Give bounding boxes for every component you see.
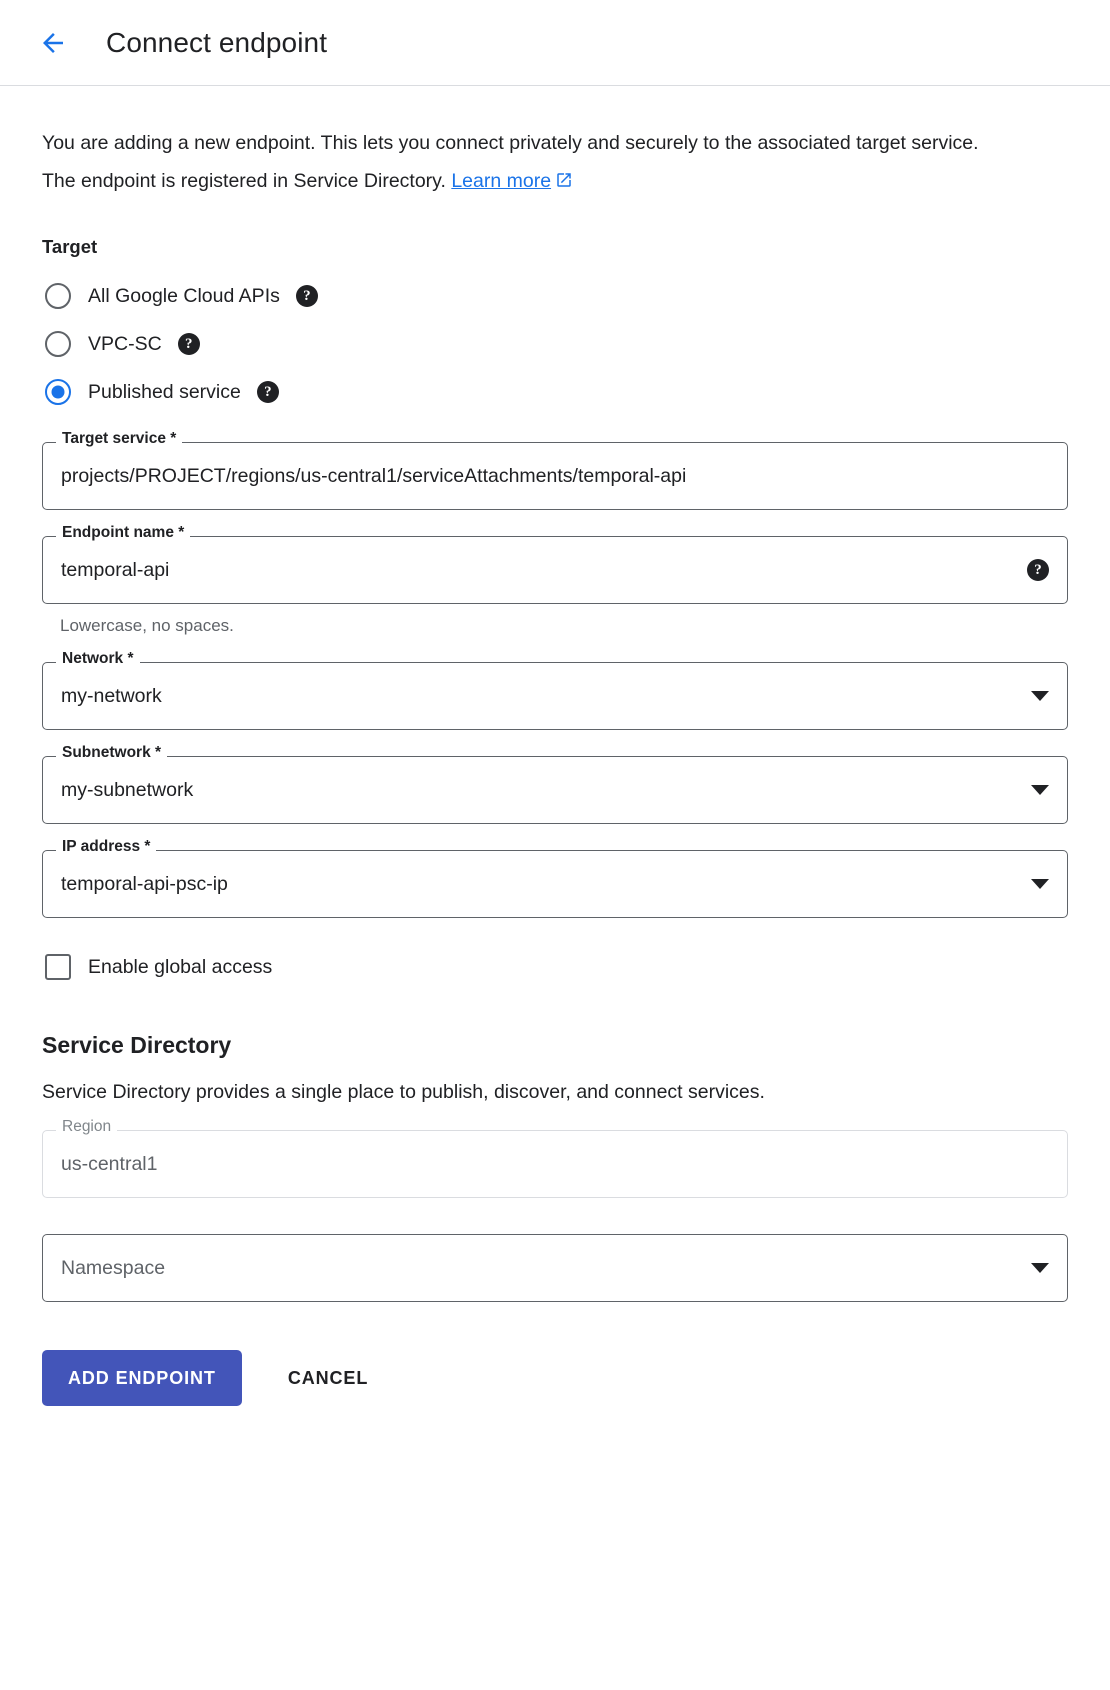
page-header — [0, 0, 1110, 86]
radio-label: All Google Cloud APIs — [88, 284, 280, 307]
help-icon[interactable]: ? — [1027, 559, 1049, 581]
target-service-field — [42, 430, 1068, 510]
network-legend: Network * — [56, 651, 140, 667]
enable-global-access-row[interactable] — [42, 954, 1068, 980]
intro-text — [42, 124, 987, 202]
endpoint-name-helper-text: Lowercase, no spaces. — [60, 616, 234, 636]
network-field — [42, 650, 1068, 730]
service-directory-title: Service Directory — [42, 1032, 232, 1059]
checkbox-icon[interactable] — [45, 954, 71, 980]
radio-all-google-cloud-apis[interactable] — [42, 272, 1068, 320]
target-service-input[interactable] — [42, 442, 1068, 510]
radio-circle-icon[interactable] — [45, 283, 71, 309]
subnetwork-select[interactable] — [42, 756, 1068, 824]
target-service-value: projects/PROJECT/regions/us-central1/serviceAttachments/temporal-api — [61, 464, 687, 487]
chevron-down-icon[interactable] — [1031, 879, 1049, 889]
target-section-label: Target — [42, 236, 98, 258]
network-value: my-network — [61, 684, 162, 707]
namespace-field — [42, 1234, 1068, 1302]
subnetwork-value: my-subnetwork — [61, 778, 194, 801]
help-icon[interactable]: ? — [178, 333, 200, 355]
ip-address-select[interactable] — [42, 850, 1068, 918]
chevron-down-icon[interactable] — [1031, 691, 1049, 701]
subnetwork-field — [42, 744, 1068, 824]
ip-address-field — [42, 838, 1068, 918]
endpoint-name-field — [42, 524, 1068, 604]
region-input — [42, 1130, 1068, 1198]
enable-global-access-label: Enable global access — [88, 955, 273, 978]
region-field — [42, 1118, 1068, 1198]
radio-published-service[interactable] — [42, 368, 1068, 416]
network-select[interactable] — [42, 662, 1068, 730]
form-actions — [42, 1350, 1068, 1456]
region-value: us-central1 — [61, 1152, 158, 1175]
help-icon[interactable]: ? — [296, 285, 318, 307]
cancel-button[interactable]: CANCEL — [266, 1350, 390, 1406]
region-legend: Region — [56, 1119, 117, 1135]
radio-label: Published service — [88, 380, 241, 403]
intro-sentence: You are adding a new endpoint. This lets you connect privately and securely to the associated target service. The endpoint is registered in Service Directory. — [42, 132, 979, 193]
external-link-icon — [555, 164, 573, 202]
service-directory-description: Service Directory provides a single place to publish, discover, and connect services. — [42, 1081, 765, 1104]
ip-address-value: temporal-api-psc-ip — [61, 872, 228, 895]
radio-circle-icon[interactable] — [45, 331, 71, 357]
back-button[interactable] — [30, 20, 76, 66]
endpoint-name-input[interactable] — [42, 536, 1068, 604]
target-service-legend: Target service * — [56, 431, 182, 447]
page-title: Connect endpoint — [106, 26, 328, 58]
endpoint-name-value: temporal-api — [61, 558, 170, 581]
endpoint-name-legend: Endpoint name * — [56, 525, 190, 541]
add-endpoint-button[interactable]: ADD ENDPOINT — [42, 1350, 242, 1406]
arrow-left-icon — [38, 28, 68, 58]
subnetwork-legend: Subnetwork * — [56, 745, 167, 761]
namespace-placeholder: Namespace — [61, 1256, 166, 1279]
chevron-down-icon[interactable] — [1031, 1263, 1049, 1273]
namespace-select[interactable] — [42, 1234, 1068, 1302]
chevron-down-icon[interactable] — [1031, 785, 1049, 795]
radio-label: VPC-SC — [88, 332, 162, 355]
page-content — [0, 86, 1110, 1456]
radio-vpc-sc[interactable] — [42, 320, 1068, 368]
radio-circle-icon-selected[interactable] — [45, 379, 71, 405]
help-icon[interactable]: ? — [257, 381, 279, 403]
learn-more-link[interactable]: Learn more — [451, 170, 552, 193]
ip-address-legend: IP address * — [56, 839, 156, 855]
